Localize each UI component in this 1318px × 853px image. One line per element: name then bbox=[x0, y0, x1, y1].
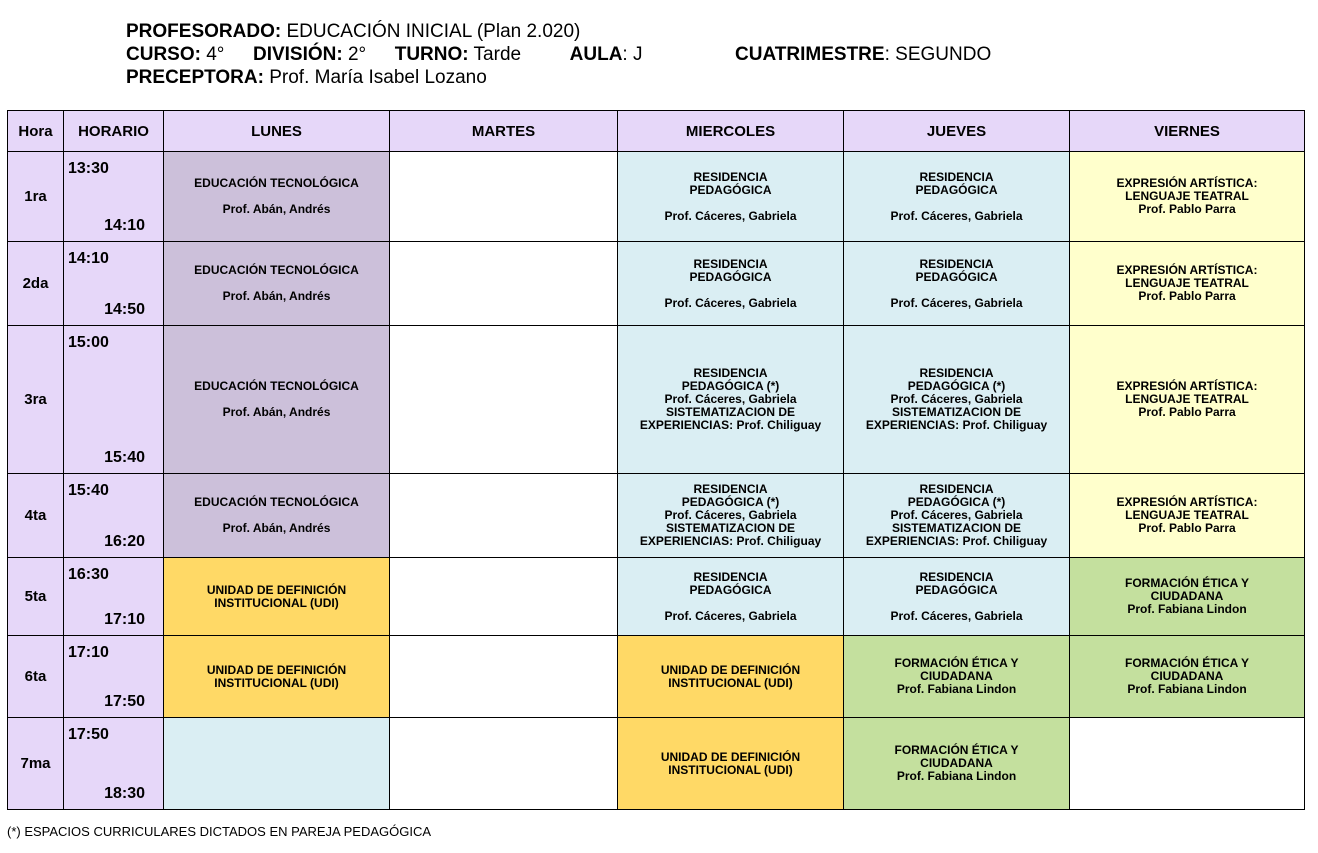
line-spacer bbox=[844, 284, 1069, 297]
subject-line: FORMACIÓN ÉTICA Y bbox=[894, 743, 1019, 757]
line-spacer bbox=[844, 197, 1069, 210]
hora-cell: 4ta bbox=[8, 474, 64, 558]
subject-line: UNIDAD DE DEFINICIÓN bbox=[206, 662, 347, 677]
table-row bbox=[8, 152, 1305, 242]
subject-line: Prof. Cáceres, Gabriela bbox=[664, 608, 797, 623]
subject-line: Prof. Pablo Parra bbox=[1138, 521, 1236, 535]
subject-cell-lunes bbox=[164, 326, 390, 474]
start-time: 17:10 bbox=[68, 644, 109, 661]
table-row bbox=[8, 242, 1305, 326]
subject-line: Prof. Cáceres, Gabriela bbox=[890, 508, 1023, 522]
subject-line: EDUCACIÓN TECNOLÓGICA bbox=[194, 495, 359, 509]
hora-cell: 3ra bbox=[8, 326, 64, 474]
end-time: 17:50 bbox=[104, 693, 145, 710]
subject-line: Prof. Pablo Parra bbox=[1138, 289, 1236, 303]
subject-line: PEDAGÓGICA bbox=[915, 182, 998, 197]
subject-line: Prof. Cáceres, Gabriela bbox=[664, 208, 797, 223]
end-time: 14:50 bbox=[104, 301, 145, 318]
subject-line: RESIDENCIA bbox=[693, 366, 768, 380]
subject-line: RESIDENCIA bbox=[919, 482, 994, 496]
column-header-lunes: LUNES bbox=[164, 111, 390, 152]
start-time: 13:30 bbox=[68, 160, 109, 177]
turno-value: Tarde bbox=[473, 44, 522, 65]
subject-cell-viernes bbox=[1070, 558, 1305, 636]
subject-cell-viernes bbox=[1070, 474, 1305, 558]
subject-line: EXPRESIÓN ARTÍSTICA: bbox=[1116, 263, 1258, 277]
preceptora-value: Prof. María Isabel Lozano bbox=[269, 67, 487, 88]
subject-line: EXPERIENCIAS: Prof. Chiliguay bbox=[865, 418, 1048, 432]
subject-cell-viernes bbox=[1070, 242, 1305, 326]
header-line-curso bbox=[126, 43, 1226, 66]
subject-line: LENGUAJE TEATRAL bbox=[1125, 189, 1249, 203]
subject-line: CIUDADANA bbox=[1150, 669, 1224, 683]
subject-line: SISTEMATIZACION DE bbox=[665, 405, 796, 419]
subject-line: PEDAGÓGICA (*) bbox=[907, 379, 1006, 393]
subject-line: Prof. Pablo Parra bbox=[1138, 202, 1236, 216]
subject-line: RESIDENCIA bbox=[693, 569, 768, 584]
footnote: (*) ESPACIOS CURRICULARES DICTADOS EN PAREJA PEDAGÓGICA bbox=[7, 824, 432, 839]
subject-line: Prof. Pablo Parra bbox=[1138, 405, 1236, 419]
subject-line: LENGUAJE TEATRAL bbox=[1125, 508, 1249, 522]
subject-cell-miercoles bbox=[618, 636, 844, 718]
column-header-horario: HORARIO bbox=[64, 111, 164, 152]
horario-cell bbox=[64, 474, 164, 558]
subject-line: Prof. Cáceres, Gabriela bbox=[664, 508, 797, 522]
end-time: 14:10 bbox=[104, 217, 145, 234]
table-row bbox=[8, 636, 1305, 718]
line-spacer bbox=[618, 197, 843, 210]
table-row bbox=[8, 326, 1305, 474]
line-spacer bbox=[618, 284, 843, 297]
subject-line: Prof. Fabiana Lindon bbox=[896, 769, 1017, 783]
subject-cell-jueves bbox=[844, 242, 1070, 326]
subject-line: PEDAGÓGICA (*) bbox=[681, 495, 780, 509]
end-time: 17:10 bbox=[104, 611, 145, 628]
subject-cell-martes bbox=[390, 474, 618, 558]
subject-line: UNIDAD DE DEFINICIÓN bbox=[660, 662, 801, 677]
subject-line: FORMACIÓN ÉTICA Y bbox=[1124, 576, 1249, 590]
subject-line: FORMACIÓN ÉTICA Y bbox=[894, 656, 1019, 670]
subject-line: PEDAGÓGICA bbox=[689, 182, 772, 197]
subject-line: PEDAGÓGICA bbox=[689, 269, 772, 284]
hora-cell: 1ra bbox=[8, 152, 64, 242]
curso-value: 4° bbox=[206, 44, 225, 65]
subject-line: EDUCACIÓN TECNOLÓGICA bbox=[194, 176, 359, 190]
cuatrimestre-label: CUATRIMESTRE bbox=[735, 44, 885, 65]
subject-cell-viernes bbox=[1070, 152, 1305, 242]
subject-cell-viernes bbox=[1070, 718, 1305, 810]
column-header-hora: Hora bbox=[8, 111, 64, 152]
column-header-jueves: JUEVES bbox=[844, 111, 1070, 152]
table-row bbox=[8, 718, 1305, 810]
subject-line: SISTEMATIZACION DE bbox=[891, 521, 1022, 535]
subject-line: Prof. Cáceres, Gabriela bbox=[664, 295, 797, 310]
subject-cell-miercoles bbox=[618, 558, 844, 636]
subject-cell-miercoles bbox=[618, 474, 844, 558]
table-row bbox=[8, 558, 1305, 636]
subject-cell-lunes bbox=[164, 558, 390, 636]
profesorado-label: PROFESORADO: bbox=[126, 21, 282, 42]
subject-line: EXPERIENCIAS: Prof. Chiliguay bbox=[865, 534, 1048, 548]
subject-cell-martes bbox=[390, 558, 618, 636]
subject-line: RESIDENCIA bbox=[919, 569, 994, 584]
subject-cell-viernes bbox=[1070, 326, 1305, 474]
subject-line: Prof. Abán, Andrés bbox=[222, 405, 331, 419]
subject-cell-lunes bbox=[164, 152, 390, 242]
subject-line: PEDAGÓGICA (*) bbox=[681, 379, 780, 393]
subject-line: RESIDENCIA bbox=[919, 366, 994, 380]
horario-cell bbox=[64, 326, 164, 474]
subject-cell-lunes bbox=[164, 474, 390, 558]
subject-line: CIUDADANA bbox=[1150, 589, 1224, 603]
preceptora-label: PRECEPTORA: bbox=[126, 67, 264, 88]
subject-cell-lunes bbox=[164, 636, 390, 718]
start-time: 15:40 bbox=[68, 482, 109, 499]
start-time: 14:10 bbox=[68, 250, 109, 267]
subject-cell-jueves bbox=[844, 636, 1070, 718]
subject-cell-jueves bbox=[844, 558, 1070, 636]
subject-cell-martes bbox=[390, 242, 618, 326]
column-header-viernes: VIERNES bbox=[1070, 111, 1305, 152]
subject-cell-martes bbox=[390, 152, 618, 242]
subject-line: RESIDENCIA bbox=[919, 169, 994, 184]
aula-label: AULA bbox=[569, 44, 623, 65]
subject-line: PEDAGÓGICA (*) bbox=[907, 495, 1006, 509]
subject-line: RESIDENCIA bbox=[693, 169, 768, 184]
subject-cell-miercoles bbox=[618, 242, 844, 326]
subject-line: SISTEMATIZACION DE bbox=[891, 405, 1022, 419]
start-time: 15:00 bbox=[68, 334, 109, 351]
subject-line: Prof. Abán, Andrés bbox=[222, 521, 331, 535]
subject-line: PEDAGÓGICA bbox=[915, 269, 998, 284]
cuatrimestre-value: : SEGUNDO bbox=[884, 44, 992, 65]
subject-line: EXPRESIÓN ARTÍSTICA: bbox=[1116, 495, 1258, 509]
subject-cell-miercoles bbox=[618, 326, 844, 474]
schedule-table bbox=[7, 110, 1305, 810]
schedule-body bbox=[8, 152, 1305, 810]
subject-line: Prof. Abán, Andrés bbox=[222, 202, 331, 216]
subject-line: Prof. Cáceres, Gabriela bbox=[664, 392, 797, 406]
header-line-preceptora bbox=[126, 66, 1226, 89]
subject-cell-martes bbox=[390, 326, 618, 474]
column-header-miercoles: MIERCOLES bbox=[618, 111, 844, 152]
column-header-martes: MARTES bbox=[390, 111, 618, 152]
subject-cell-jueves bbox=[844, 718, 1070, 810]
subject-cell-martes bbox=[390, 636, 618, 718]
subject-line: PEDAGÓGICA bbox=[689, 582, 772, 597]
horario-cell bbox=[64, 558, 164, 636]
end-time: 16:20 bbox=[104, 533, 145, 550]
end-time: 18:30 bbox=[104, 785, 145, 802]
table-header-row bbox=[8, 111, 1305, 152]
subject-line: EXPRESIÓN ARTÍSTICA: bbox=[1116, 379, 1258, 393]
subject-line: EDUCACIÓN TECNOLÓGICA bbox=[194, 379, 359, 393]
subject-line: Prof. Fabiana Lindon bbox=[1127, 682, 1247, 696]
subject-line: RESIDENCIA bbox=[919, 256, 994, 271]
subject-line: UNIDAD DE DEFINICIÓN bbox=[660, 749, 801, 764]
subject-line: PEDAGÓGICA bbox=[915, 582, 998, 597]
subject-line: Prof. Cáceres, Gabriela bbox=[890, 608, 1023, 623]
subject-line: UNIDAD DE DEFINICIÓN bbox=[206, 582, 347, 597]
subject-line: Prof. Abán, Andrés bbox=[222, 289, 331, 303]
horario-cell bbox=[64, 152, 164, 242]
subject-cell-martes bbox=[390, 718, 618, 810]
division-label: DIVISIÓN: bbox=[252, 44, 343, 65]
start-time: 16:30 bbox=[68, 566, 109, 583]
subject-line: Prof. Fabiana Lindon bbox=[896, 682, 1017, 696]
subject-cell-jueves bbox=[844, 326, 1070, 474]
subject-line: LENGUAJE TEATRAL bbox=[1125, 392, 1249, 406]
subject-line: CIUDADANA bbox=[920, 756, 993, 770]
subject-line: Prof. Cáceres, Gabriela bbox=[890, 392, 1023, 406]
horario-cell bbox=[64, 242, 164, 326]
horario-cell bbox=[64, 718, 164, 810]
hora-cell: 7ma bbox=[8, 718, 64, 810]
table-row bbox=[8, 474, 1305, 558]
hora-cell: 2da bbox=[8, 242, 64, 326]
subject-cell-jueves bbox=[844, 152, 1070, 242]
subject-line: Prof. Fabiana Lindon bbox=[1127, 602, 1247, 616]
subject-line: EDUCACIÓN TECNOLÓGICA bbox=[194, 263, 359, 277]
profesorado-value: EDUCACIÓN INICIAL (Plan 2.020) bbox=[286, 21, 581, 42]
subject-cell-jueves bbox=[844, 474, 1070, 558]
subject-line: INSTITUCIONAL (UDI) bbox=[214, 595, 339, 610]
subject-line: Prof. Cáceres, Gabriela bbox=[890, 295, 1023, 310]
turno-label: TURNO: bbox=[394, 44, 469, 65]
subject-cell-miercoles bbox=[618, 152, 844, 242]
subject-line: INSTITUCIONAL (UDI) bbox=[668, 762, 793, 777]
subject-line: FORMACIÓN ÉTICA Y bbox=[1124, 656, 1249, 670]
aula-value: : J bbox=[622, 44, 643, 65]
subject-line: EXPERIENCIAS: Prof. Chiliguay bbox=[639, 534, 822, 548]
line-spacer bbox=[844, 597, 1069, 610]
hora-cell: 5ta bbox=[8, 558, 64, 636]
subject-cell-miercoles bbox=[618, 718, 844, 810]
subject-line: Prof. Cáceres, Gabriela bbox=[890, 208, 1023, 223]
start-time: 17:50 bbox=[68, 726, 109, 743]
subject-line: RESIDENCIA bbox=[693, 482, 768, 496]
subject-line: INSTITUCIONAL (UDI) bbox=[214, 675, 339, 690]
division-value: 2° bbox=[347, 44, 367, 65]
hora-cell: 6ta bbox=[8, 636, 64, 718]
subject-line: CIUDADANA bbox=[920, 669, 993, 683]
end-time: 15:40 bbox=[104, 449, 145, 466]
subject-line: SISTEMATIZACION DE bbox=[665, 521, 796, 535]
header-line-profesorado bbox=[126, 20, 1226, 43]
subject-line: EXPERIENCIAS: Prof. Chiliguay bbox=[639, 418, 822, 432]
document-header bbox=[126, 20, 1226, 89]
subject-line: LENGUAJE TEATRAL bbox=[1125, 276, 1249, 290]
subject-cell-lunes bbox=[164, 242, 390, 326]
subject-cell-lunes bbox=[164, 718, 390, 810]
line-spacer bbox=[618, 597, 843, 610]
subject-line: EXPRESIÓN ARTÍSTICA: bbox=[1116, 176, 1258, 190]
curso-label: CURSO: bbox=[126, 44, 201, 65]
subject-line: RESIDENCIA bbox=[693, 256, 768, 271]
subject-cell-viernes bbox=[1070, 636, 1305, 718]
horario-cell bbox=[64, 636, 164, 718]
subject-line: INSTITUCIONAL (UDI) bbox=[668, 675, 793, 690]
